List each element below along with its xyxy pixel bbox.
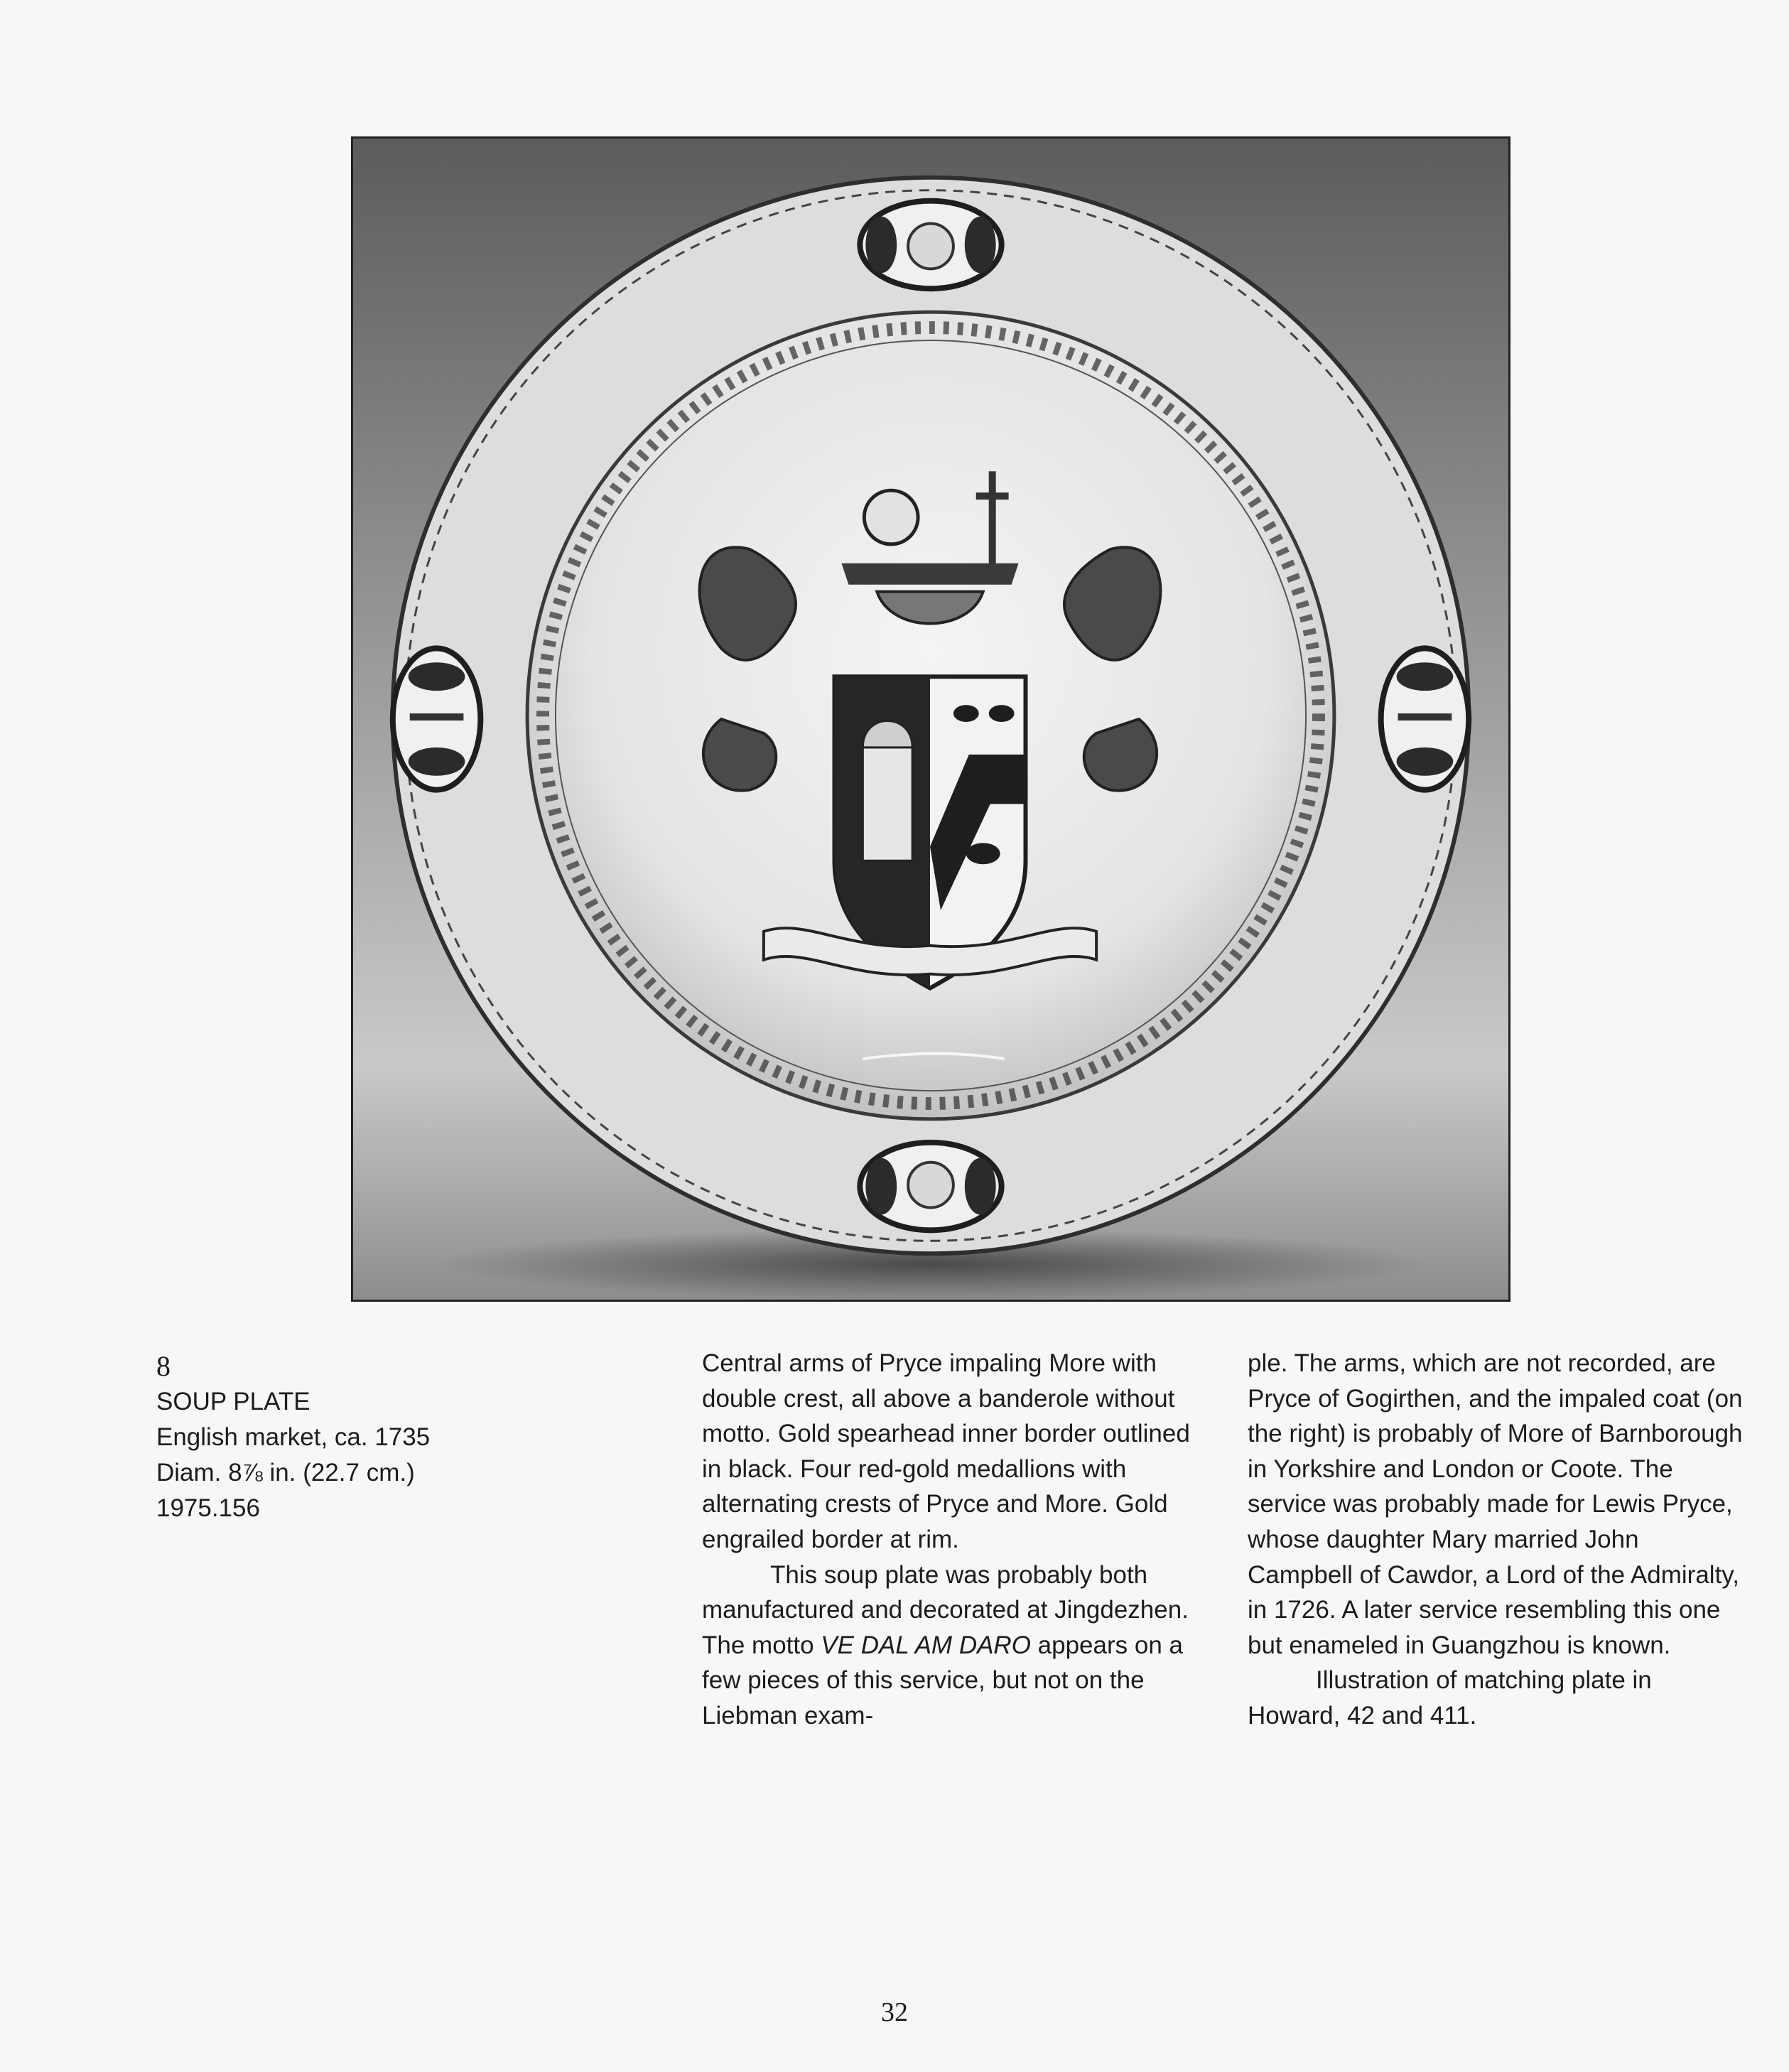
market-date: English market, ca. 1735	[156, 1423, 431, 1451]
soup-plate-photograph	[351, 136, 1510, 1302]
text-column-1	[702, 1346, 1199, 1734]
page-number: 32	[881, 1997, 908, 2027]
object-name: SOUP PLATE	[156, 1388, 310, 1415]
illustration-reference: Illustration of matching plate in Howard, 42 and 411.	[1248, 1666, 1652, 1730]
catalogue-number: 8	[156, 1350, 171, 1382]
accession-number: 1975.156	[156, 1494, 260, 1522]
discussion-paragraph: This soup plate was probably both manufactured and decorated at Jingdezhen. The motto VE DAL AM DARO appears on a few pieces of this service, but not on the Liebman exam-	[702, 1560, 1189, 1730]
discussion-continued: ple. The arms, which are not recorded, are Pryce of Gogirthen, and the impaled coat (on the right) is probably of More of Barnborough in Yorkshire and London or Coote. The service was probably made for Lewis Pryce, whose daughter Mary married John Campbell of Cawdor, a Lord of the Admiralty, in 1726. A later service resembling this one but enameled in Guangzhou is known.	[1248, 1349, 1743, 1659]
description-paragraph: Central arms of Pryce impaling More with double crest, all above a banderole without motto. Gold spearhead inner border outlined in black. Four red-gold medallions with alternating crests of Pryce and More. Gold engrailed border at rim.	[702, 1349, 1190, 1553]
soup-plate-image	[353, 139, 1508, 1300]
motto-text: VE DAL AM DARO	[821, 1631, 1031, 1659]
text-column-2	[1248, 1346, 1745, 1734]
catalogue-caption	[156, 1349, 554, 1526]
dimensions: Diam. 8⅞ in. (22.7 cm.)	[156, 1459, 415, 1486]
